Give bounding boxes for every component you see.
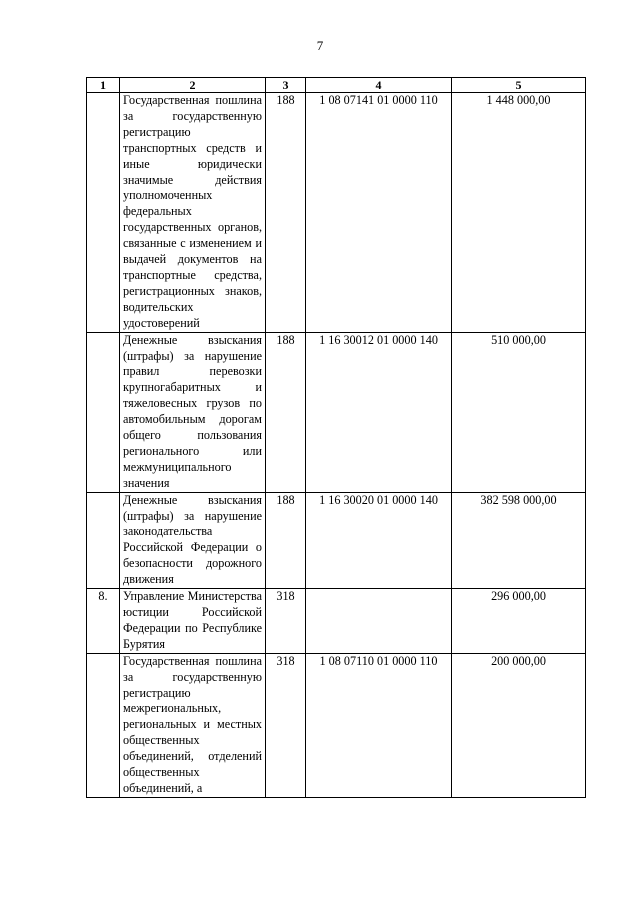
revenue-name: Денежные взыскания (штрафы) за нарушение правил перевозки крупногабаритных и тяжеловесных грузов по автомобильным дорогам общего пользования регионального или межмуниципального значения bbox=[120, 332, 266, 492]
budget-classification-code: 1 08 07110 01 0000 110 bbox=[306, 653, 452, 797]
amount: 382 598 000,00 bbox=[452, 492, 586, 588]
table-row bbox=[87, 653, 586, 797]
revenue-name: Управление Министерства юстиции Российской Федерации по Республике Бурятия bbox=[120, 589, 266, 654]
column-header-3: 3 bbox=[266, 78, 306, 93]
amount: 510 000,00 bbox=[452, 332, 586, 492]
budget-classification-code: 1 16 30012 01 0000 140 bbox=[306, 332, 452, 492]
row-number bbox=[87, 332, 120, 492]
table-row bbox=[87, 589, 586, 654]
column-header-2: 2 bbox=[120, 78, 266, 93]
amount: 296 000,00 bbox=[452, 589, 586, 654]
amount: 200 000,00 bbox=[452, 653, 586, 797]
row-number bbox=[87, 93, 120, 333]
table-row bbox=[87, 93, 586, 333]
budget-classification-code bbox=[306, 589, 452, 654]
admin-code: 188 bbox=[266, 332, 306, 492]
revenue-name: Государственная пошлина за государственную регистрацию транспортных средств и иные юридически значимые действия уполномоченных федеральных государственных органов, связанные с изменением и выдачей документов на транспортные средства, регистрационных знаков, водительских удостоверений bbox=[120, 93, 266, 333]
revenue-name: Денежные взыскания (штрафы) за нарушение законодательства Российской Федерации о безопасности дорожного движения bbox=[120, 492, 266, 588]
revenue-name: Государственная пошлина за государственную регистрацию межрегиональных, региональных и местных общественных объединений, отделений общественных объединений, а bbox=[120, 653, 266, 797]
table-row bbox=[87, 332, 586, 492]
budget-classification-code: 1 16 30020 01 0000 140 bbox=[306, 492, 452, 588]
budget-revenue-table bbox=[86, 77, 586, 798]
column-header-1: 1 bbox=[87, 78, 120, 93]
budget-classification-code: 1 08 07141 01 0000 110 bbox=[306, 93, 452, 333]
amount: 1 448 000,00 bbox=[452, 93, 586, 333]
table-header-row bbox=[87, 78, 586, 93]
admin-code: 318 bbox=[266, 653, 306, 797]
page-number: 7 bbox=[316, 38, 324, 53]
column-header-4: 4 bbox=[306, 78, 452, 93]
admin-code: 318 bbox=[266, 589, 306, 654]
column-header-5: 5 bbox=[452, 78, 586, 93]
row-number bbox=[87, 653, 120, 797]
row-number: 8. bbox=[87, 589, 120, 654]
admin-code: 188 bbox=[266, 93, 306, 333]
admin-code: 188 bbox=[266, 492, 306, 588]
table-row bbox=[87, 492, 586, 588]
row-number bbox=[87, 492, 120, 588]
